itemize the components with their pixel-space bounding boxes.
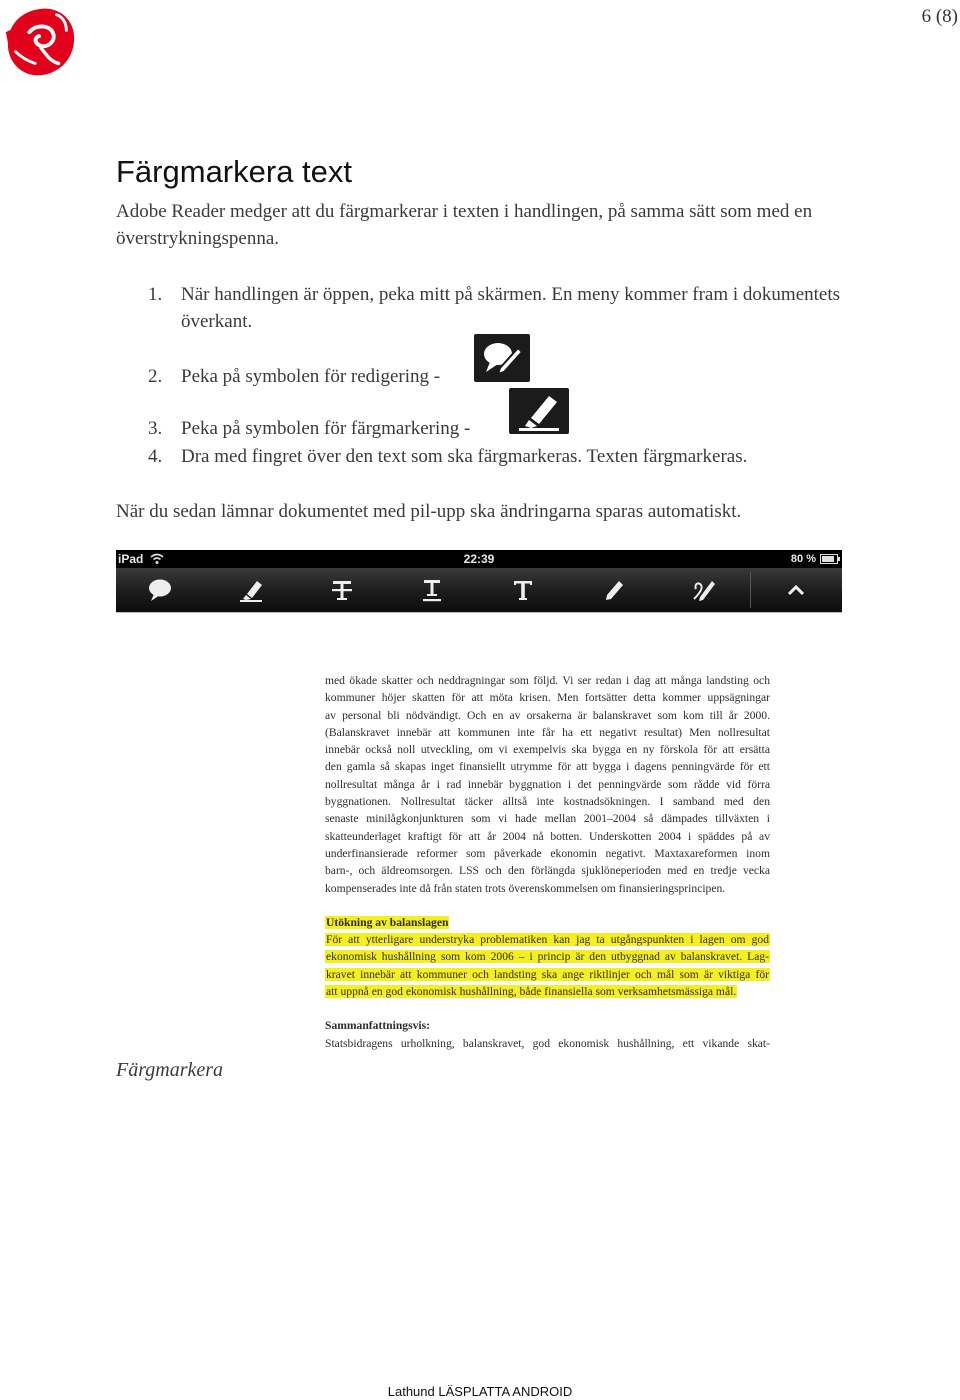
step-number: 3. [148, 418, 163, 439]
toolbar-divider [750, 572, 751, 608]
excerpt-line: kommuner höjer skatten för att möta krisen. Men fortsätter detta kommer uppsägningar [325, 691, 770, 705]
excerpt-line: barn-, och äldreomsorgen. LSS och den förlängda sjuklöneperioden med en tredje vecka [325, 864, 770, 878]
pencil-icon[interactable] [592, 568, 636, 612]
highlighted-line: att uppnå en god ekonomisk hushållning, både finansiella som verksamhetsmässiga mål. [326, 985, 737, 999]
status-bar [116, 550, 842, 568]
summary-line: Statsbidragens urholkning, balanskravet, god ekonomisk hushållning, ett vikande skat- [325, 1036, 770, 1050]
status-device: iPad [118, 552, 144, 566]
step-text: Peka på symbolen för redigering - [181, 366, 441, 387]
outro-paragraph: När du sedan lämnar dokumentet med pil-upp ska ändringarna sparas automatiskt. [116, 501, 742, 522]
excerpt-line: underfinansierade reformer som påverkade ekonomin negativt. Maxtaxareformen inom [325, 846, 770, 860]
page-number: 6 (8) [921, 6, 958, 27]
excerpt-line: skatteunderlaget kraftigt för att år 2004 nå botten. Underskotten 2004 i späddes på av [325, 829, 770, 843]
edit-comment-icon [474, 334, 530, 382]
excerpt-line: byggnationen. Nollresultat täcker alltså inte kostnadsökningen. I samband med den [325, 795, 770, 809]
intro-paragraph: Adobe Reader medger att du färgmarkerar i texten i handlingen, på samma sätt som med en överstrykningspenna. [116, 201, 813, 249]
highlighted-line: ekonomisk hushållning som kom 2006 – i princip är den utbyggnad av balanskravet. Lag- [326, 950, 769, 964]
step-text: Dra med fingret över den text som ska färgmarkeras. Texten färgmarkeras. [181, 446, 748, 467]
page-title: Färgmarkera text [116, 154, 353, 189]
highlighter-icon [509, 388, 569, 434]
step-number: 4. [148, 446, 163, 467]
step-text: Peka på symbolen för färgmarkering - [181, 418, 471, 439]
status-time: 22:39 [463, 552, 495, 566]
text-icon[interactable] [501, 568, 545, 612]
excerpt-line: den gamla så skapas inget finansiellt utrymme för att bygga i dagens penningvärde för ett [325, 760, 770, 774]
step-number: 2. [148, 366, 163, 387]
highlighted-heading: Utökning av balanslagen [326, 915, 449, 929]
status-battery: 80 % [790, 553, 816, 565]
figure-caption: Färgmarkera [116, 1059, 224, 1081]
party-logo-rose-icon [2, 2, 80, 82]
document-excerpt [325, 672, 770, 1052]
excerpt-line: av personal bli nödvändigt. Och en av orsakerna är balanskravet som kom till år 2000. [325, 708, 770, 722]
battery-icon [820, 554, 840, 564]
strikethrough-icon[interactable] [320, 568, 364, 612]
chevron-up-icon[interactable] [774, 568, 818, 612]
excerpt-line: kompenserades inte då från staten trots överenskommelsen om finansieringsprincipen. [325, 881, 726, 895]
step-number: 1. [148, 284, 163, 305]
excerpt-line: (Balanskravet innebär att kommunen inte får ha ett negativt resultat) Men nollresultat [325, 725, 770, 739]
highlighted-line: För att ytterligare understryka problematiken kan jag ta utgångspunkten i lagen om god [326, 933, 769, 947]
annotation-toolbar [116, 568, 842, 613]
summary-heading: Sammanfattningsvis: [325, 1019, 431, 1033]
ipad-toolbar-screenshot [116, 550, 842, 612]
signature-icon[interactable] [683, 568, 727, 612]
underline-icon[interactable] [410, 568, 454, 612]
excerpt-line: innebär också noll utveckling, om vi exempelvis ska bygga en ny förskola för att ersätta [325, 743, 770, 757]
page-footer: Lathund LÄSPLATTA ANDROID [387, 1384, 573, 1399]
comment-icon[interactable] [138, 568, 182, 612]
excerpt-line: nollresultat många år i rad innebär byggnation i det penningvärde som rådde vid förra [325, 777, 770, 791]
excerpt-line: med ökade skatter och neddragningar som följd. Vi ser redan i dag att många landsting och [325, 674, 770, 687]
highlighted-line: kravet innebär att kommuner och landsting ska ange riktlinjer och mål som är viktiga för [326, 967, 769, 981]
excerpt-line: senaste minilågkonjunkturen som vi hade mellan 2001–2004 så dämpades tillväxten i [325, 812, 770, 826]
step-text: När handlingen är öppen, peka mitt på skärmen. En meny kommer fram i dokumentets överkant. [181, 284, 841, 332]
highlighter-icon[interactable] [229, 568, 273, 612]
